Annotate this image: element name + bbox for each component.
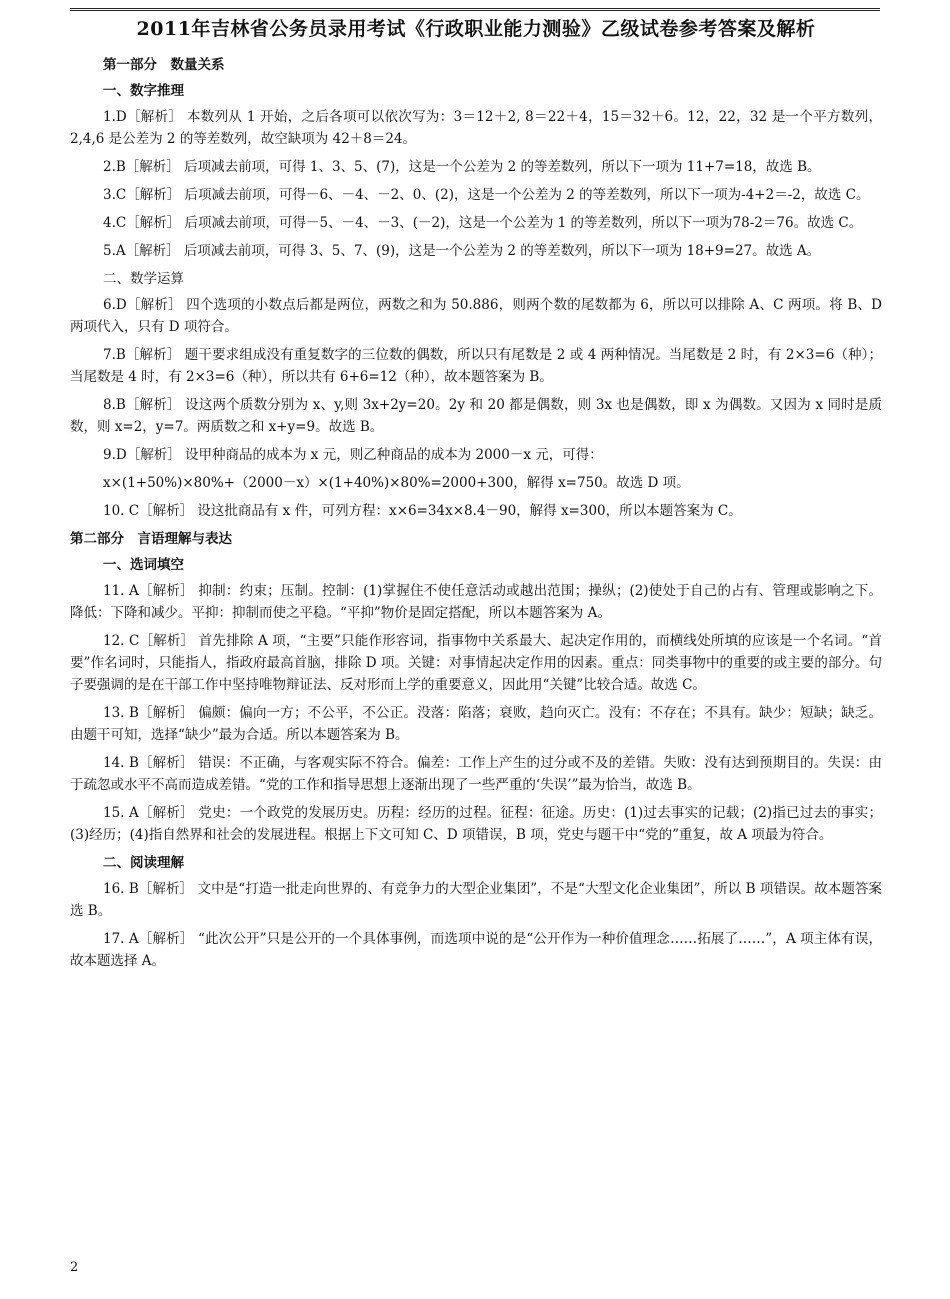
part1-heading: 第一部分 数量关系 [103,57,225,73]
part2-sub2-heading: 二、阅读理解 [103,855,184,871]
part2-heading: 第二部分 言语理解与表达 [70,531,232,547]
answer-5: 5.A［解析］ 后项减去前项，可得 3、5、7、(9)，这是一个公差为 2 的等差数列，所以下一项为 18+9=27。故选 A。 [103,243,821,259]
part1-sub2-heading: 二、数学运算 [103,271,184,287]
answer-16: 16. B［解析］ 文中是“打造一批走向世界的、有竞争力的大型企业集团”，不是“大型文化企业集团”，所以 B 项错误。故本题答案选 B。 [70,881,882,919]
answer-8: 8.B［解析］ 设这两个质数分别为 x、y,则 3x+2y=20。2y 和 20 都是偶数，则 3x 也是偶数，即 x 为偶数。又因为 x 同时是质数，则 x=2，y=7。两质数之和 x+y=9。故选 B。 [70,397,882,435]
answer-9: 9.D［解析］ 设甲种商品的成本为 x 元，则乙种商品的成本为 2000－x 元，可得： [103,447,603,463]
answer-15: 15. A［解析］ 党史：一个政党的发展历史。历程：经历的过程。征程：征途。历史：(1)过去事实的记载；(2)指已过去的事实；(3)经历；(4)指自然界和社会的发展进程。根据上下文可知 C、D 项错误，B 项，党史与题干中“党的”重复，故 A 项最为符合。 [70,805,882,843]
document-title: 2011年吉林省公务员录用考试《行政职业能力测验》乙级试卷参考答案及解析 [136,18,816,40]
answer-6: 6.D［解析］ 四个选项的小数点后都是两位，两数之和为 50.886，则两个数的尾数都为 6，所以可以排除 A、C 两项。将 B、D 两项代入，只有 D 项符合。 [70,297,882,335]
answer-7: 7.B［解析］ 题干要求组成没有重复数字的三位数的偶数，所以只有尾数是 2 或 4 两种情况。当尾数是 2 时，有 2×3=6（种）；当尾数是 4 时，有 2×3=6（种），所以共有 6+6=12（种），故本题答案为 B。 [70,347,882,385]
part1-sub1-heading: 一、数字推理 [103,83,184,99]
answer-3: 3.C［解析］ 后项减去前项，可得－6、－4、－2、0、(2)，这是一个公差为 2 的等差数列，所以下一项为-4+2＝-2，故选 C。 [103,187,870,203]
answer-14: 14. B［解析］ 错误：不正确，与客观实际不符合。偏差：工作上产生的过分或不及的差错。失败：没有达到预期目的。失误：由于疏忽或水平不高而造成差错。“党的工作和指导思想上逐渐出现了一些严重的‘失误’”最为恰当，故选 B。 [70,755,882,793]
answer-1: 1.D［解析］ 本数列从 1 开始，之后各项可以依次写为：3＝12＋2, 8＝22＋4，15＝32＋6。12，22，32 是一个平方数列，2,4,6 是公差为 2 的等差数列，故空缺项为 42＋8＝24。 [70,109,882,147]
answer-17: 17. A［解析］ “此次公开”只是公开的一个具体事例，而选项中说的是“公开作为一种价值理念……拓展了……”，A 项主体有误，故本题选择 A。 [70,931,882,969]
answer-11: 11. A［解析］ 抑制：约束；压制。控制：(1)掌握住不使任意活动或越出范围；操纵；(2)使处于自己的占有、管理或影响之下。降低：下降和减少。平抑：抑制而使之平稳。“平抑”物价是固定搭配，所以本题答案为 A。 [70,583,882,621]
answer-12: 12. C［解析］ 首先排除 A 项，“主要”只能作形容词，指事物中关系最大、起决定作用的，而横线处所填的应该是一个名词。“首要”作名词时，只能指人，指政府最高首脑，排除 D 项。关键：对事情起决定作用的因素。重点：同类事物中的重要的或主要的部分。句子要强调的是在干部工作中坚持唯物辩证法、反对形而上学的重要意义，因此用“关键”比较合适。故选 C。 [70,633,882,693]
answer-10: 10. C［解析］ 设这批商品有 x 件，可列方程：x×6=34x×8.4－90，解得 x=300，所以本题答案为 C。 [103,503,742,519]
page-number: 2 [70,1260,79,1275]
answer-4: 4.C［解析］ 后项减去前项，可得－5、－4、－3、(－2)，这是一个公差为 1 的等差数列，所以下一项为78-2＝76。故选 C。 [103,215,863,231]
answer-9-equation: x×(1+50%)×80%+（2000－x）×(1+40%)×80%=2000+300，解得 x=750。故选 D 项。 [103,475,690,491]
part2-sub1-heading: 一、选词填空 [103,557,184,573]
answer-13: 13. B［解析］ 偏颇：偏向一方；不公平，不公正。没落：陷落；衰败，趋向灭亡。没有：不存在；不具有。缺少：短缺；缺乏。由题干可知，选择“缺少”最为合适。所以本题答案为 B。 [70,705,882,743]
answer-2: 2.B［解析］ 后项减去前项，可得 1、3、5、(7)，这是一个公差为 2 的等差数列，所以下一项为 11+7=18，故选 B。 [103,159,821,175]
document-page [70,14,882,978]
top-rule [70,8,880,11]
